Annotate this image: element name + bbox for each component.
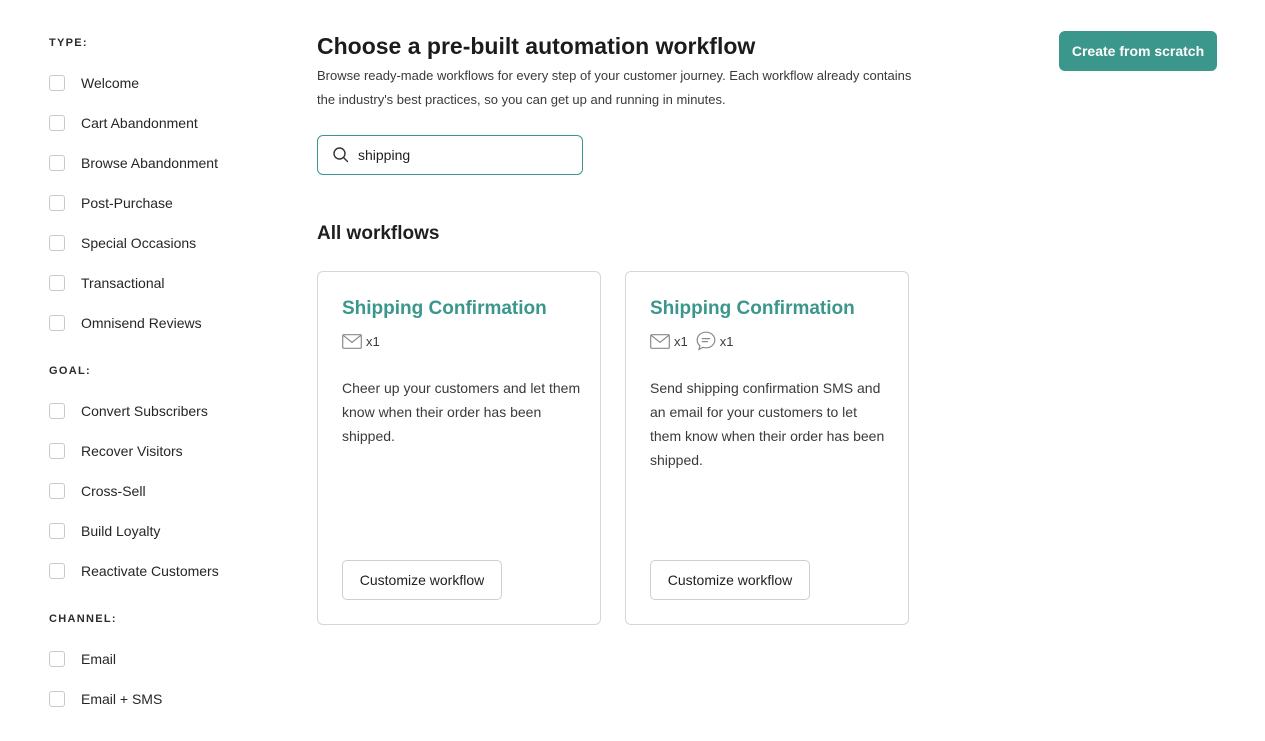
filter-label: Convert Subscribers	[81, 403, 208, 419]
checkbox[interactable]	[49, 691, 65, 707]
filter-convert-subscribers[interactable]	[49, 401, 208, 421]
email-count: x1	[674, 333, 688, 349]
filter-label: Cross-Sell	[81, 483, 146, 499]
section-title: All workflows	[317, 223, 440, 244]
checkbox[interactable]	[49, 443, 65, 459]
envelope-icon	[650, 334, 670, 349]
filter-label: Recover Visitors	[81, 443, 183, 459]
filter-label: Special Occasions	[81, 235, 197, 251]
checkbox[interactable]	[49, 483, 65, 499]
envelope-icon	[342, 334, 362, 349]
page-title: Choose a pre-built automation workflow	[317, 33, 756, 59]
sms-count: x1	[719, 333, 734, 349]
customize-workflow-button[interactable]: Customize workflow	[342, 560, 502, 600]
filter-cart-abandonment[interactable]	[49, 113, 198, 133]
create-from-scratch-button[interactable]: Create from scratch	[1059, 31, 1217, 71]
filter-cross-sell[interactable]	[49, 481, 146, 501]
filter-label: Email	[81, 651, 117, 667]
checkbox[interactable]	[49, 195, 65, 211]
filter-browse-abandonment[interactable]	[49, 153, 218, 173]
workflow-card-title: Shipping Confirmation	[342, 298, 547, 319]
filter-build-loyalty[interactable]	[49, 521, 160, 541]
filter-label: Post-Purchase	[81, 195, 173, 211]
workflow-card	[625, 271, 909, 625]
filter-label: Omnisend Reviews	[81, 315, 202, 331]
filter-label: Cart Abandonment	[81, 115, 198, 131]
checkbox[interactable]	[49, 75, 65, 91]
filter-special-occasions[interactable]	[49, 233, 196, 253]
page-subtitle: Browse ready-made workflows for every step of your customer journey. Each workflow already contains the industry's best practices, so you can get up and running in minutes.	[317, 68, 912, 107]
checkbox[interactable]	[49, 235, 65, 251]
search-icon	[332, 146, 350, 164]
checkbox[interactable]	[49, 275, 65, 291]
filter-group-title-type: TYPE:	[49, 37, 88, 49]
filter-transactional[interactable]	[49, 273, 165, 293]
filter-omnisend-reviews[interactable]	[49, 313, 202, 333]
customize-workflow-button[interactable]: Customize workflow	[650, 560, 810, 600]
workflow-card-description: Send shipping confirmation SMS and an email for your customers to let them know when their order has been shipped.	[650, 380, 885, 468]
checkbox[interactable]	[49, 155, 65, 171]
sms-channel	[696, 331, 734, 351]
filter-label: Build Loyalty	[81, 523, 161, 539]
filter-group-title-channel: CHANNEL:	[49, 613, 117, 625]
email-channel	[342, 334, 380, 349]
filter-group-title-goal: GOAL:	[49, 365, 91, 377]
filter-post-purchase[interactable]	[49, 193, 173, 213]
filter-email-sms[interactable]	[49, 689, 162, 709]
search-input[interactable]	[358, 147, 568, 163]
filter-welcome[interactable]	[49, 73, 139, 93]
filter-label: Reactivate Customers	[81, 563, 219, 579]
channel-counts	[342, 331, 388, 351]
email-channel	[650, 334, 688, 349]
checkbox[interactable]	[49, 523, 65, 539]
filter-reactivate-customers[interactable]	[49, 561, 219, 581]
checkbox[interactable]	[49, 651, 65, 667]
search-box[interactable]	[317, 135, 583, 175]
workflow-card-description: Cheer up your customers and let them know when their order has been shipped.	[342, 380, 581, 444]
workflow-card-title: Shipping Confirmation	[650, 298, 855, 319]
channel-counts	[650, 331, 741, 351]
email-count: x1	[366, 333, 380, 349]
checkbox[interactable]	[49, 315, 65, 331]
workflow-card	[317, 271, 601, 625]
filter-label: Browse Abandonment	[81, 155, 218, 171]
checkbox[interactable]	[49, 563, 65, 579]
chat-bubble-icon	[696, 331, 716, 351]
filter-recover-visitors[interactable]	[49, 441, 183, 461]
filter-email[interactable]	[49, 649, 116, 669]
filter-label: Email + SMS	[81, 691, 163, 707]
checkbox[interactable]	[49, 403, 65, 419]
checkbox[interactable]	[49, 115, 65, 131]
filter-label: Transactional	[81, 275, 165, 291]
filter-label: Welcome	[81, 75, 140, 91]
